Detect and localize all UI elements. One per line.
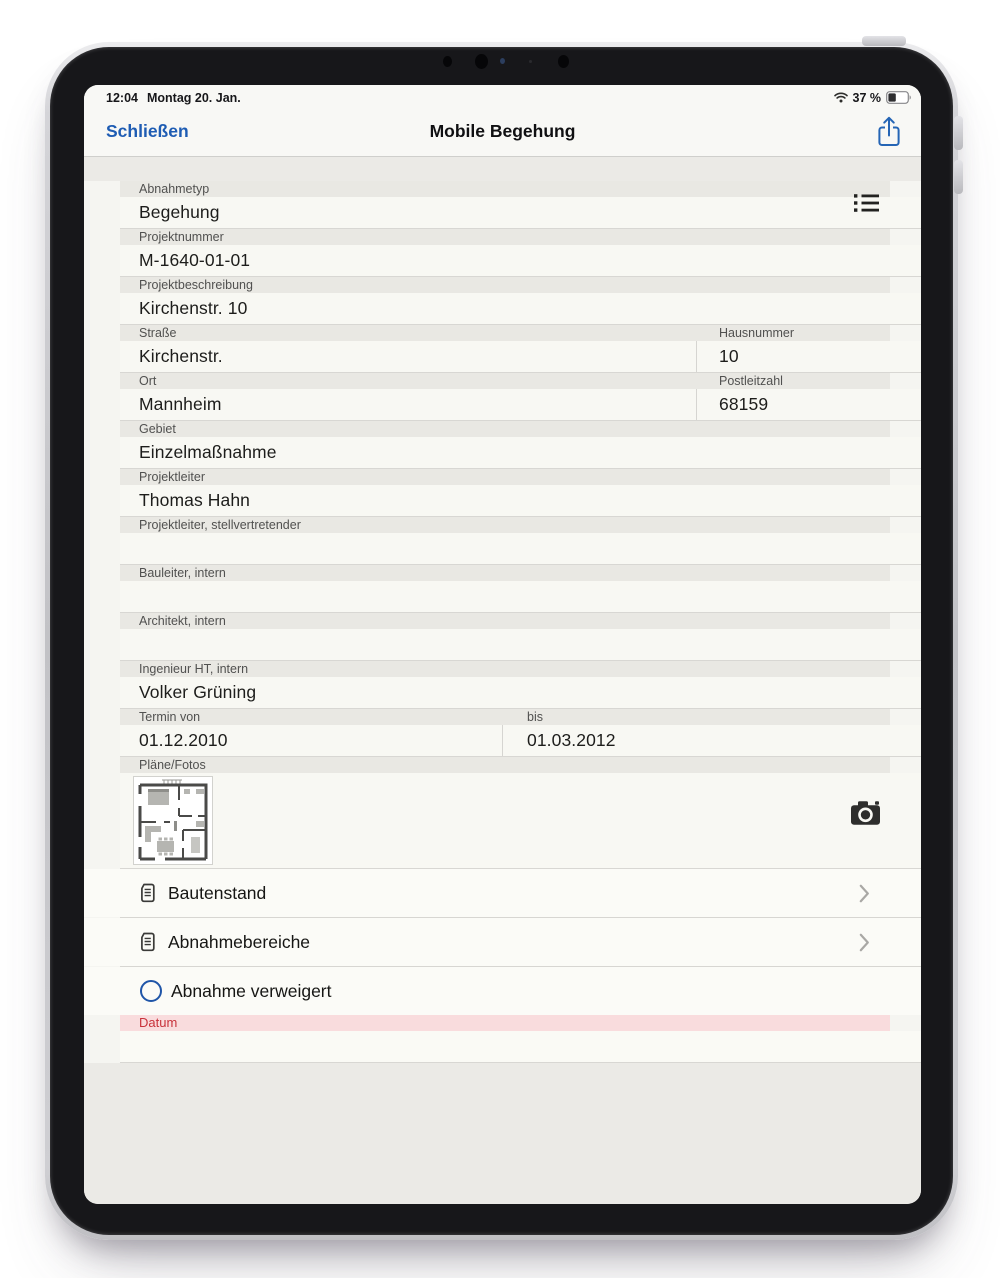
app-screen xyxy=(84,85,921,1204)
field-label: Bauleiter, intern xyxy=(120,565,890,581)
list-item-abnahmebereiche[interactable] xyxy=(84,918,921,966)
field-label: Hausnummer xyxy=(697,325,890,341)
field-architekt-intern xyxy=(120,613,921,661)
bauleiter-intern-value[interactable] xyxy=(120,581,921,612)
document-icon xyxy=(139,883,156,903)
field-label: Projektleiter, stellvertretender xyxy=(120,517,890,533)
architekt-intern-value[interactable] xyxy=(120,629,921,660)
field-label: Termin von xyxy=(120,709,503,725)
field-label: Pläne/Fotos xyxy=(120,757,890,773)
document-icon xyxy=(139,932,156,952)
field-termin xyxy=(120,709,921,757)
datum-error-label: Datum xyxy=(120,1015,890,1031)
field-label: Projektnummer xyxy=(120,229,890,245)
field-ort-postleitzahl xyxy=(120,373,921,421)
ort-value[interactable]: Mannheim xyxy=(120,389,696,420)
field-label: Projektleiter xyxy=(120,469,890,485)
field-label: Postleitzahl xyxy=(697,373,890,389)
list-item-bautenstand[interactable] xyxy=(84,869,921,917)
field-label: bis xyxy=(503,709,890,725)
sensor-dot-icon xyxy=(529,60,532,63)
chevron-right-icon xyxy=(859,884,870,903)
field-label: Ingenieur HT, intern xyxy=(120,661,890,677)
field-gebiet xyxy=(120,421,921,469)
battery-percent-text: 37 % xyxy=(852,90,881,105)
volume-down-button xyxy=(954,160,963,194)
gebiet-value[interactable]: Einzelmaßnahme xyxy=(120,437,921,468)
ingenieur-ht-intern-value[interactable]: Volker Grüning xyxy=(120,677,921,708)
field-label: Architekt, intern xyxy=(120,613,890,629)
photos-area xyxy=(120,773,921,868)
status-bar xyxy=(84,85,921,107)
sensor-dot-icon xyxy=(500,58,505,64)
postleitzahl-value[interactable]: 68159 xyxy=(697,389,921,420)
table-bottom-spacer xyxy=(84,1063,921,1204)
navigation-bar xyxy=(84,107,921,157)
abnahme-verweigert-toggle[interactable] xyxy=(84,967,921,1015)
projektnummer-value[interactable]: M-1640-01-01 xyxy=(120,245,921,276)
close-button[interactable]: Schließen xyxy=(106,121,189,141)
power-button xyxy=(862,36,906,46)
abnahmetyp-value[interactable]: Begehung xyxy=(120,197,921,228)
projektleiter-value[interactable]: Thomas Hahn xyxy=(120,485,921,516)
ipad-device-frame xyxy=(45,42,958,1240)
chevron-right-icon xyxy=(859,933,870,952)
field-plaene-fotos xyxy=(120,757,921,869)
floorplan-thumbnail[interactable] xyxy=(133,776,213,865)
field-label: Abnahmetyp xyxy=(120,181,890,197)
termin-bis-value[interactable]: 01.03.2012 xyxy=(503,725,921,756)
field-ingenieur-ht-intern xyxy=(120,661,921,709)
list-bullet-icon[interactable] xyxy=(854,193,879,213)
field-abnahmetyp xyxy=(120,181,921,229)
front-camera-icon xyxy=(475,54,488,69)
strasse-value[interactable]: Kirchenstr. xyxy=(120,341,696,372)
front-camera-icon xyxy=(443,56,452,67)
field-datum xyxy=(120,1015,921,1063)
field-label: Projektbeschreibung xyxy=(120,277,890,293)
toggle-label: Abnahme verweigert xyxy=(171,980,332,1001)
projektbeschreibung-value[interactable]: Kirchenstr. 10 xyxy=(120,293,921,324)
wifi-icon xyxy=(834,92,848,103)
battery-icon xyxy=(886,91,912,104)
hausnummer-value[interactable]: 10 xyxy=(697,341,921,372)
field-projektleiter xyxy=(120,469,921,517)
termin-von-value[interactable]: 01.12.2010 xyxy=(120,725,502,756)
field-bauleiter-intern xyxy=(120,565,921,613)
field-label: Straße xyxy=(120,325,697,341)
table-top-spacer xyxy=(84,157,921,181)
projektleiter-stellvertretender-value[interactable] xyxy=(120,533,921,564)
field-strasse-hausnummer xyxy=(120,325,921,373)
field-label: Gebiet xyxy=(120,421,890,437)
share-button[interactable] xyxy=(875,115,903,148)
list-item-label: Abnahmebereiche xyxy=(168,931,311,952)
radio-circle-icon[interactable] xyxy=(140,980,162,1002)
field-projektbeschreibung xyxy=(120,277,921,325)
field-projektleiter-stellvertretender xyxy=(120,517,921,565)
datum-value[interactable] xyxy=(120,1031,921,1062)
camera-icon[interactable] xyxy=(850,799,881,826)
volume-up-button xyxy=(954,116,963,150)
status-date: Montag 20. Jan. xyxy=(146,90,241,105)
field-label: Ort xyxy=(120,373,697,389)
field-projektnummer xyxy=(120,229,921,277)
status-time: 12:04 xyxy=(106,90,138,105)
page-title: Mobile Begehung xyxy=(429,121,576,141)
list-item-label: Bautenstand xyxy=(168,882,267,903)
front-camera-icon xyxy=(558,55,569,68)
